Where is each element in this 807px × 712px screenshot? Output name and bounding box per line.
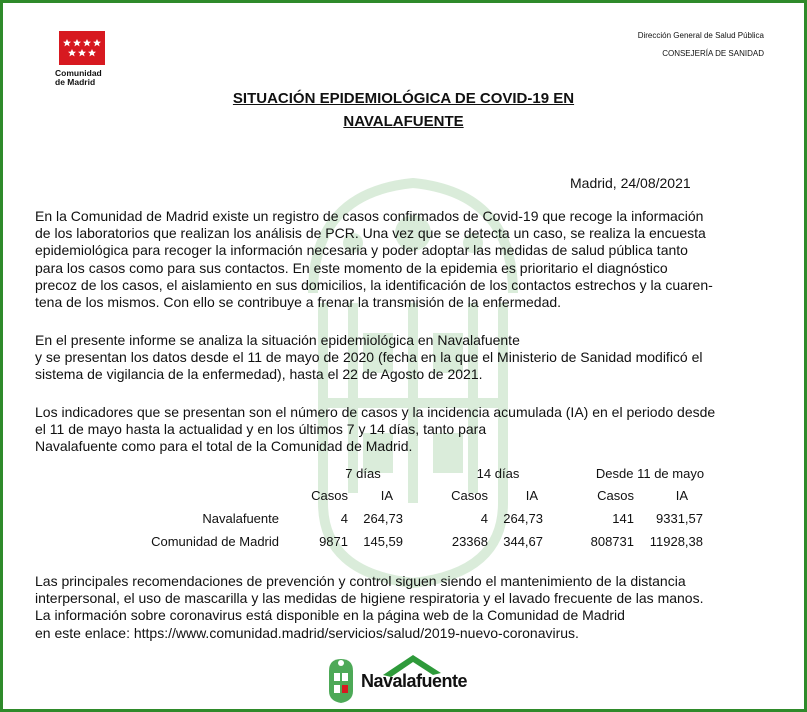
row-label-navalafuente: Navalafuente [202,511,279,526]
text-line: Las principales recomendaciones de prevención y control siguen siendo el mantenimiento de la distancia [35,573,686,589]
subheader-casos: Casos [451,488,488,503]
table-cell: 141 [612,511,634,526]
text-line: interpersonal, el uso de mascarilla y las medidas de higiene respiratoria y el lavado frecuente de las manos. [35,590,704,607]
table-cell: 9331,57 [656,511,703,526]
navalafuente-logo [323,653,493,703]
table-cell: 264,73 [363,511,403,526]
subheader-casos: Casos [311,488,348,503]
table-cell: 145,59 [363,534,403,549]
navalafuente-wordmark: Navalafuente [361,671,468,691]
subheader-casos: Casos [597,488,634,503]
title-line-1: SITUACIÓN EPIDEMIOLÓGICA DE COVID-19 EN [232,90,575,107]
text-line: epidemiológica para recoger la información necesaria y poder adoptar las medidas de salud pública tanto [35,242,688,259]
dept-line-2: CONSEJERÍA DE SANIDAD [662,49,764,58]
intro-paragraph [35,208,785,311]
table-cell: 344,67 [503,534,543,549]
group-header-14-days: 14 días [476,466,520,481]
text-line: La información sobre coronavirus está disponible en la página web de la Comunidad de Madrid [35,607,625,624]
text-line: precoz de los casos, el aislamiento en sus domicilios, la identificación de los contactos estrechos y la cuaren- [35,276,713,293]
group-header-7-days: 7 días [345,466,381,481]
text-line: En la Comunidad de Madrid existe un registro de casos confirmados de Covid-19 que recoge la información [35,208,704,224]
table-cell: 23368 [451,534,488,549]
table-cell: 11928,38 [649,534,703,549]
text-line: sistema de vigilancia de la enfermedad), hasta el 22 de Agosto de 2021. [35,366,483,383]
madrid-flag-icon [59,31,105,65]
table-cell: 808731 [590,534,634,549]
page-title [3,87,804,133]
text-line: tena de los mismos. Con ello se contribuye a frenar la transmisión de la enfermedad. [35,294,562,311]
subheader-ia: IA [675,488,688,503]
comunidad-madrid-logo [55,31,109,87]
table-cell: 4 [480,511,488,526]
row-label-comunidad: Comunidad de Madrid [151,534,279,549]
text-line: Navalafuente como para el total de la Comunidad de Madrid. [35,438,413,455]
table-cell: 4 [340,511,348,526]
table-cell: 9871 [319,534,348,549]
report-date: Madrid, 24/08/2021 [570,175,691,191]
text-line: en este enlace: https://www.comunidad.madrid/servicios/salud/2019-nuevo-coronavirus. [35,624,579,641]
dept-line-1: Dirección General de Salud Pública [637,31,764,40]
subheader-ia: IA [525,488,538,503]
recommendations-paragraph [35,573,785,642]
text-line: para los casos como para sus contactos. En este momento de la epidemia es prioritario el diagnóstico [35,259,668,276]
subheader-ia: IA [380,488,393,503]
text-line: y se presentan los datos desde el 11 de mayo de 2020 (fecha en la que el Ministerio de Sanidad modificó el [35,349,703,366]
text-line: Los indicadores que se presentan son el número de casos y la incidencia acumulada (IA) en el periodo desde [35,404,716,420]
table-cell: 264,73 [503,511,543,526]
group-header-since-may: Desde 11 de mayo [595,466,705,481]
text-line: el 11 de mayo hasta la actualidad y en los últimos 7 y 14 días, tanto para [35,421,487,438]
indicators-paragraph [35,404,785,456]
title-line-2: NAVALAFUENTE [343,113,464,130]
department-header [638,27,764,63]
text-line: de los laboratorios que realizan los análisis de PCR. Una vez que se detecta un caso, se realiza la encuesta [35,225,706,242]
org-name: Comunidad de Madrid [55,68,102,87]
text-line: En el presente informe se analiza la situación epidemiológica en Navalafuente [35,332,520,348]
scope-paragraph [35,332,785,384]
